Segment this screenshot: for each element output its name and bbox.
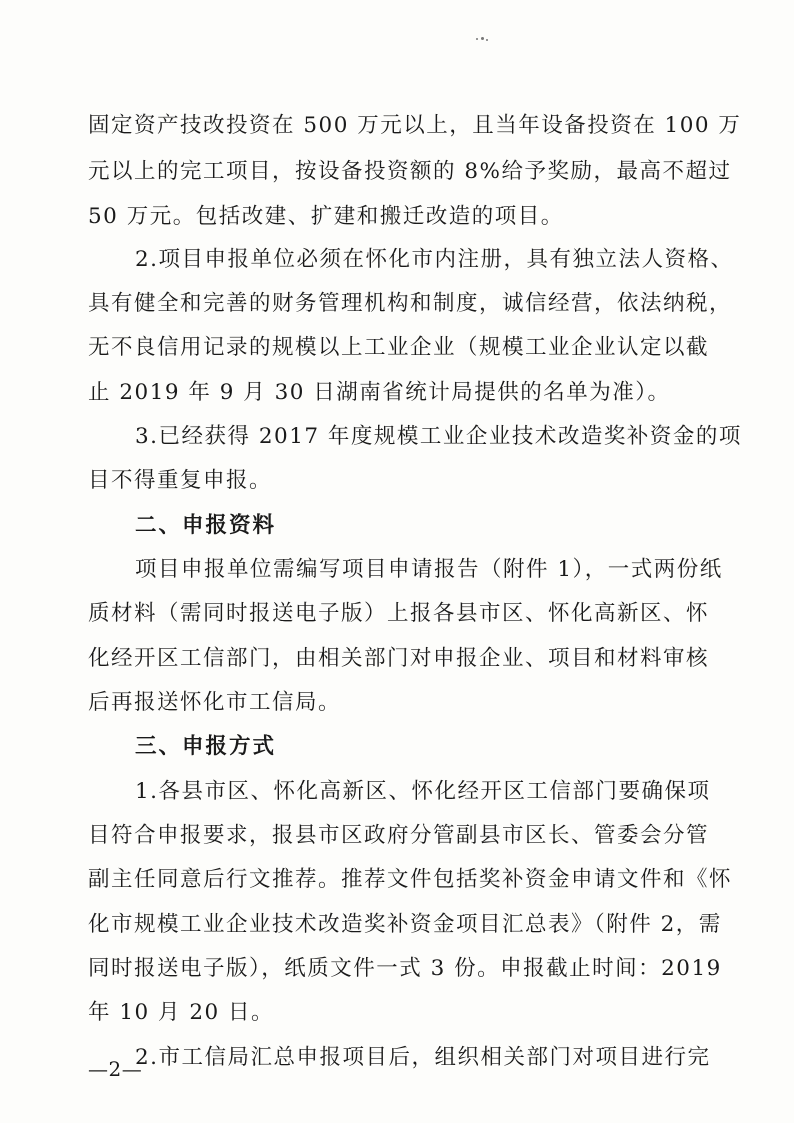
body-line: 1.各县市区、怀化高新区、怀化经开区工信部门要确保项 bbox=[135, 779, 711, 804]
section-heading: 三、申报方式 bbox=[135, 734, 277, 759]
body-line: 元以上的完工项目，按设备投资额的 8%给予奖励，最高不超过 bbox=[88, 159, 732, 184]
body-line: 2.市工信局汇总申报项目后，组织相关部门对项目进行完 bbox=[135, 1045, 711, 1070]
body-line: 项目申报单位需编写项目申请报告（附件 1），一式两份纸 bbox=[135, 557, 723, 582]
body-line: 化经开区工信部门，由相关部门对申报企业、项目和材料审核 bbox=[88, 646, 710, 671]
scan-speck bbox=[476, 36, 490, 42]
body-line: 3.已经获得 2017 年度规模工业企业技术改造奖补资金的项 bbox=[135, 424, 742, 449]
body-line: 目不得重复申报。 bbox=[88, 468, 273, 493]
body-line: 化市规模工业企业技术改造奖补资金项目汇总表》（附件 2，需 bbox=[88, 912, 722, 937]
body-line: 质材料（需同时报送电子版）上报各县市区、怀化高新区、怀 bbox=[88, 601, 710, 626]
section-heading: 二、申报资料 bbox=[135, 513, 277, 538]
body-line: 止 2019 年 9 月 30 日湖南省统计局提供的名单为准）。 bbox=[88, 380, 671, 405]
body-line: 固定资产技改投资在 500 万元以上，且当年设备投资在 100 万 bbox=[88, 113, 742, 138]
body-line: 50 万元。包括改建、扩建和搬迁改造的项目。 bbox=[88, 204, 564, 229]
body-line: 年 10 月 20 日。 bbox=[88, 1000, 275, 1025]
body-line: 副主任同意后行文推荐。推荐文件包括奖补资金申请文件和《怀 bbox=[88, 867, 733, 892]
body-line: 同时报送电子版），纸质文件一式 3 份。申报截止时间：2019 bbox=[88, 956, 722, 981]
page-number: —2— bbox=[88, 1057, 143, 1081]
body-line: 具有健全和完善的财务管理机构和制度，诚信经营，依法纳税， bbox=[88, 291, 733, 316]
body-line: 目符合申报要求，报县市区政府分管副县市区长、管委会分管 bbox=[88, 823, 710, 848]
body-line: 2.项目申报单位必须在怀化市内注册，具有独立法人资格、 bbox=[135, 247, 734, 272]
body-line: 无不良信用记录的规模以上工业企业（规模工业企业认定以截 bbox=[88, 335, 710, 360]
body-line: 后再报送怀化市工信局。 bbox=[88, 690, 342, 715]
